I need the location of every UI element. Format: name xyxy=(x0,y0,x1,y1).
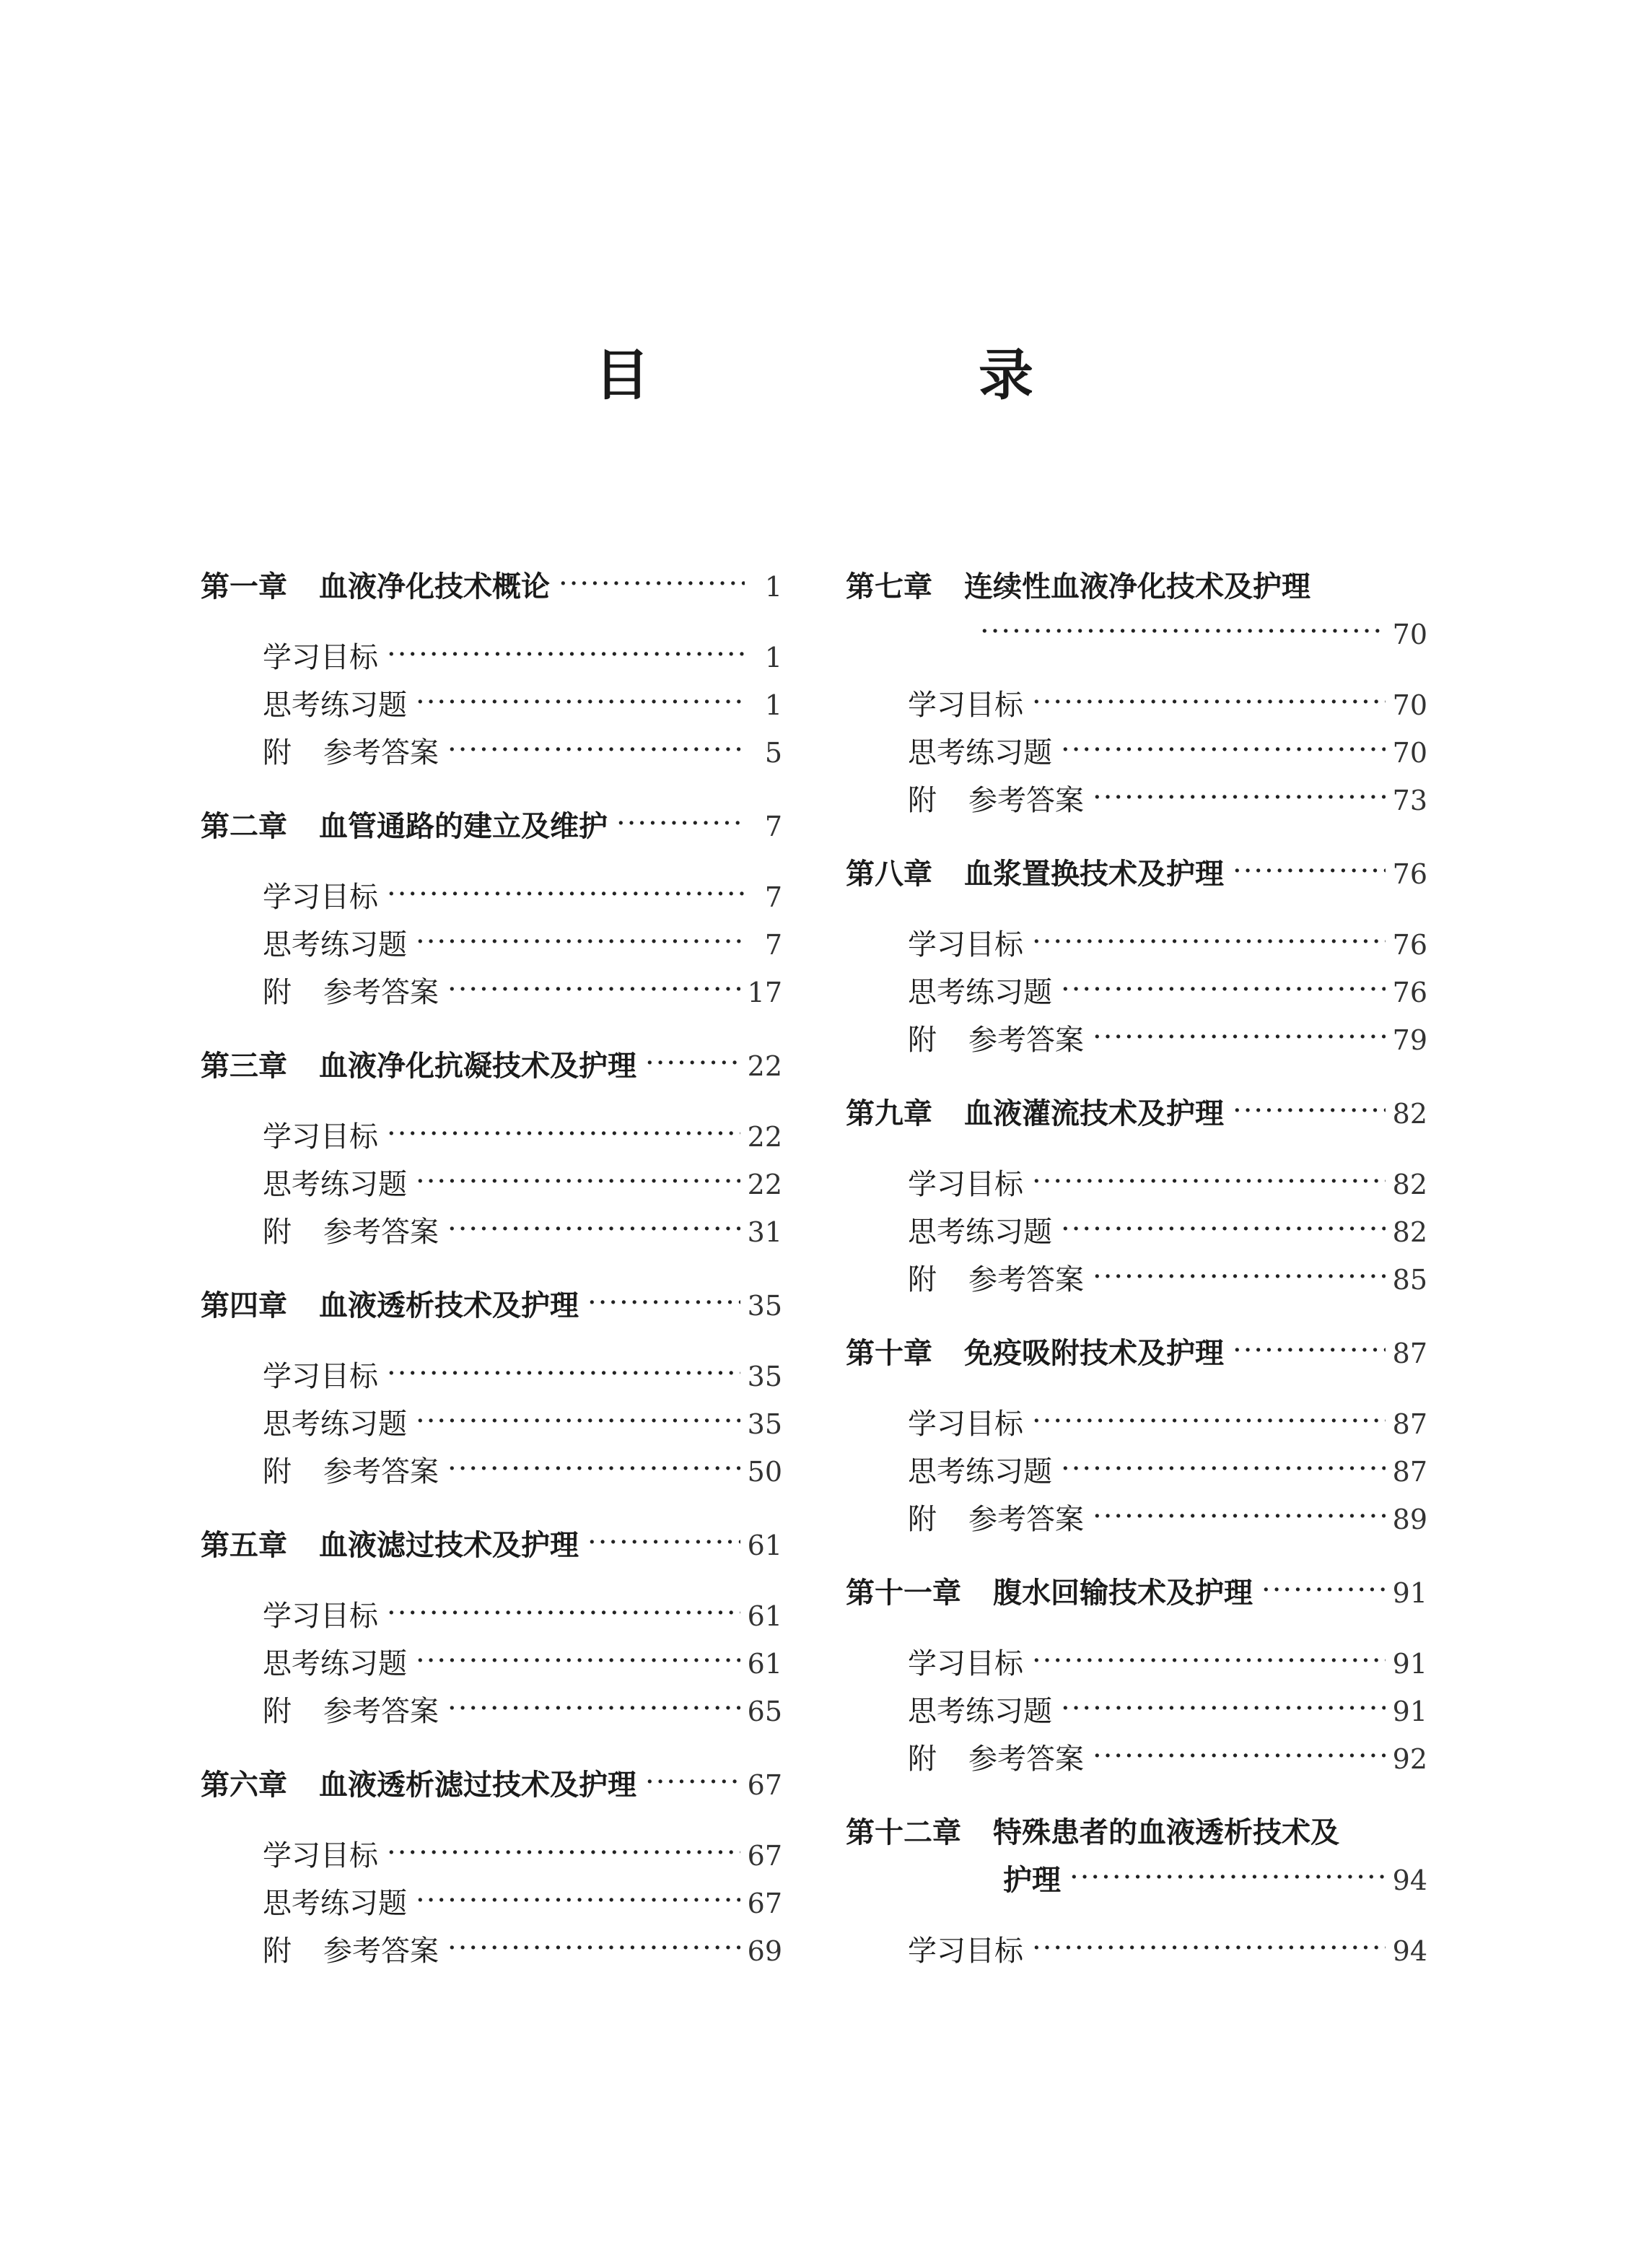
page-number: 91 xyxy=(1392,1648,1427,1680)
dot-leader xyxy=(1233,847,1386,895)
dot-leader xyxy=(387,1350,740,1397)
chapter-title: 血液灌流技术及护理 xyxy=(964,1097,1224,1130)
chapter-heading[interactable] xyxy=(201,803,782,850)
page-number: 79 xyxy=(1392,1024,1427,1056)
dot-leader xyxy=(645,1758,740,1806)
section-title: 参考答案 xyxy=(968,1263,1084,1296)
section-entry[interactable] xyxy=(846,1735,1427,1783)
dot-leader xyxy=(1061,1445,1386,1493)
section-title: 参考答案 xyxy=(323,736,439,769)
page-number: 94 xyxy=(1392,1864,1427,1896)
page-number: 76 xyxy=(1392,929,1427,961)
page-number: 92 xyxy=(1392,1743,1427,1775)
chapter-heading[interactable] xyxy=(846,563,1427,658)
chapter-title: 特殊患者的血液透析技术及 xyxy=(993,1816,1339,1849)
section-title: 学习目标 xyxy=(908,928,1023,961)
dot-leader xyxy=(447,966,740,1013)
dot-leader xyxy=(1061,726,1386,774)
dot-leader xyxy=(447,1445,740,1493)
chapter-number: 第七章 xyxy=(846,570,932,603)
section-title: 学习目标 xyxy=(263,1360,378,1393)
dot-leader xyxy=(416,1637,740,1685)
section-entry[interactable] xyxy=(201,873,782,921)
chapter-entry xyxy=(846,1809,1427,1975)
dot-leader xyxy=(1061,1685,1386,1732)
appendix-marker: 附 xyxy=(908,1743,937,1776)
page-number: 7 xyxy=(764,929,782,961)
page-number: 1 xyxy=(764,642,782,673)
section-entry[interactable] xyxy=(201,729,782,777)
dot-leader xyxy=(387,631,745,679)
chapter-heading[interactable] xyxy=(201,1522,782,1569)
section-entry[interactable] xyxy=(846,729,1427,777)
section-entry[interactable] xyxy=(201,1161,782,1208)
section-title: 思考练习题 xyxy=(263,689,407,722)
chapter-title: 血浆置换技术及护理 xyxy=(964,858,1224,891)
page-number: 87 xyxy=(1392,1456,1427,1488)
chapter-heading[interactable] xyxy=(846,1090,1427,1138)
dot-leader xyxy=(1069,1854,1386,1901)
section-entry[interactable] xyxy=(846,1016,1427,1064)
section-title: 学习目标 xyxy=(263,641,378,674)
chapter-number: 第十二章 xyxy=(846,1816,961,1849)
dot-leader xyxy=(1032,679,1386,726)
page-number: 67 xyxy=(747,1840,782,1872)
section-title: 思考练习题 xyxy=(908,1455,1052,1488)
appendix-marker: 附 xyxy=(908,1263,937,1296)
chapter-entry xyxy=(201,1761,782,1975)
chapter-number: 第三章 xyxy=(201,1050,287,1083)
section-entry[interactable] xyxy=(201,1832,782,1880)
appendix-marker: 附 xyxy=(263,976,292,1009)
dot-leader xyxy=(1093,1013,1386,1061)
page-number: 35 xyxy=(747,1361,782,1392)
appendix-marker: 附 xyxy=(908,1503,937,1536)
section-title: 参考答案 xyxy=(323,1455,439,1488)
dot-leader xyxy=(447,1924,740,1972)
chapter-entry xyxy=(846,1090,1427,1304)
page-number: 31 xyxy=(747,1216,782,1248)
chapter-heading[interactable] xyxy=(846,1330,1427,1377)
chapter-entry xyxy=(201,563,782,777)
dot-leader xyxy=(980,608,1386,655)
page-number: 76 xyxy=(1392,858,1427,890)
chapter-entry xyxy=(201,1522,782,1735)
page-number: 82 xyxy=(1392,1216,1427,1248)
dot-leader xyxy=(416,918,745,966)
section-entry[interactable] xyxy=(846,1448,1427,1496)
page-number: 69 xyxy=(747,1935,782,1967)
dot-leader xyxy=(1093,1253,1386,1301)
page-number: 22 xyxy=(747,1121,782,1153)
section-entry[interactable] xyxy=(846,969,1427,1016)
page-number: 22 xyxy=(747,1169,782,1200)
appendix-marker: 附 xyxy=(908,1024,937,1057)
section-title: 思考练习题 xyxy=(908,976,1052,1009)
section-title: 学习目标 xyxy=(908,689,1023,722)
section-entry[interactable] xyxy=(846,1640,1427,1688)
section-entry[interactable] xyxy=(201,1927,782,1975)
chapter-number: 第二章 xyxy=(201,810,287,843)
chapter-heading[interactable] xyxy=(846,850,1427,898)
dot-leader xyxy=(559,560,745,608)
dot-leader xyxy=(1032,1397,1386,1445)
section-entry[interactable] xyxy=(201,1400,782,1448)
section-entry[interactable] xyxy=(201,1592,782,1640)
chapter-heading[interactable] xyxy=(201,1761,782,1809)
chapter-number: 第十章 xyxy=(846,1337,932,1370)
dot-leader xyxy=(616,800,745,847)
section-title: 思考练习题 xyxy=(263,1647,407,1680)
page-number: 82 xyxy=(1392,1169,1427,1200)
page-number: 70 xyxy=(1392,619,1427,650)
appendix-marker: 附 xyxy=(263,1935,292,1968)
chapter-title: 血液滤过技术及护理 xyxy=(319,1529,579,1562)
dot-leader xyxy=(416,1877,740,1924)
section-entry[interactable] xyxy=(846,777,1427,824)
toc-column-left xyxy=(201,563,782,1975)
chapter-title-continued: 护理 xyxy=(1003,1864,1061,1897)
chapter-number: 第九章 xyxy=(846,1097,932,1130)
dot-leader xyxy=(416,679,745,726)
section-entry[interactable] xyxy=(846,1927,1427,1975)
page-number: 1 xyxy=(764,689,782,721)
page-number: 61 xyxy=(747,1530,782,1561)
page-number: 35 xyxy=(747,1290,782,1322)
chapter-entry xyxy=(201,1282,782,1496)
chapter-heading[interactable] xyxy=(201,1042,782,1090)
section-title: 思考练习题 xyxy=(908,1216,1052,1249)
chapter-number: 第一章 xyxy=(201,570,287,603)
dot-leader xyxy=(1093,1732,1386,1780)
section-title: 学习目标 xyxy=(263,881,378,914)
section-title: 学习目标 xyxy=(263,1120,378,1153)
chapter-title: 血管通路的建立及维护 xyxy=(319,810,608,843)
section-title: 思考练习题 xyxy=(263,1408,407,1441)
chapter-entry xyxy=(846,1569,1427,1783)
page-number: 76 xyxy=(1392,977,1427,1008)
chapter-number: 第八章 xyxy=(846,858,932,891)
chapter-number: 第十一章 xyxy=(846,1576,961,1610)
section-title: 思考练习题 xyxy=(263,928,407,961)
section-entry[interactable] xyxy=(201,1688,782,1735)
page-number: 70 xyxy=(1392,689,1427,721)
chapter-entry xyxy=(846,563,1427,824)
chapter-entry xyxy=(846,1330,1427,1543)
appendix-marker: 附 xyxy=(263,1216,292,1249)
section-title: 参考答案 xyxy=(323,1935,439,1968)
chapter-entry xyxy=(846,850,1427,1064)
dot-leader xyxy=(1093,774,1386,821)
chapter-number: 第五章 xyxy=(201,1529,287,1562)
appendix-marker: 附 xyxy=(908,784,937,817)
page-number: 67 xyxy=(747,1769,782,1801)
page-number: 94 xyxy=(1392,1935,1427,1967)
page-number: 7 xyxy=(764,811,782,842)
section-title: 学习目标 xyxy=(908,1935,1023,1968)
section-title: 思考练习题 xyxy=(263,1168,407,1201)
page-number: 7 xyxy=(764,881,782,913)
page-number: 61 xyxy=(747,1648,782,1680)
section-entry[interactable] xyxy=(846,1208,1427,1256)
section-entry[interactable] xyxy=(201,1113,782,1161)
page-title: 目 录 xyxy=(595,343,1170,407)
dot-leader xyxy=(1233,1087,1386,1135)
page-number: 5 xyxy=(764,737,782,769)
page-number: 87 xyxy=(1392,1408,1427,1440)
section-entry[interactable] xyxy=(201,681,782,729)
section-entry[interactable] xyxy=(201,1640,782,1688)
section-entry[interactable] xyxy=(846,1256,1427,1304)
dot-leader xyxy=(1261,1566,1386,1614)
section-title: 参考答案 xyxy=(968,1503,1084,1536)
dot-leader xyxy=(1233,1327,1386,1374)
appendix-marker: 附 xyxy=(263,1455,292,1488)
section-entry[interactable] xyxy=(846,1400,1427,1448)
toc-column-right xyxy=(846,563,1427,1975)
chapter-number: 第四章 xyxy=(201,1289,287,1322)
page-number: 22 xyxy=(747,1050,782,1082)
dot-leader xyxy=(1061,966,1386,1013)
dot-leader xyxy=(387,1110,740,1158)
dot-leader xyxy=(387,1589,740,1637)
section-entry[interactable] xyxy=(846,921,1427,969)
dot-leader xyxy=(1032,918,1386,966)
chapter-title: 腹水回输技术及护理 xyxy=(993,1576,1253,1610)
appendix-marker: 附 xyxy=(263,736,292,769)
chapter-entry xyxy=(201,803,782,1016)
dot-leader xyxy=(1032,1158,1386,1205)
page-number: 65 xyxy=(747,1696,782,1727)
section-title: 学习目标 xyxy=(263,1600,378,1633)
section-entry[interactable] xyxy=(201,921,782,969)
dot-leader xyxy=(1093,1493,1386,1540)
dot-leader xyxy=(447,726,745,774)
dot-leader xyxy=(1032,1924,1386,1972)
chapter-title: 血液透析技术及护理 xyxy=(319,1289,579,1322)
dot-leader xyxy=(416,1397,740,1445)
page-number: 61 xyxy=(747,1600,782,1632)
section-title: 学习目标 xyxy=(908,1647,1023,1680)
chapter-title: 免疫吸附技术及护理 xyxy=(964,1337,1224,1370)
section-title: 参考答案 xyxy=(968,1024,1084,1057)
dot-leader xyxy=(587,1279,740,1327)
chapter-title: 连续性血液净化技术及护理 xyxy=(964,570,1310,603)
section-title: 学习目标 xyxy=(908,1408,1023,1441)
dot-leader xyxy=(387,871,745,918)
page-number: 17 xyxy=(747,977,782,1008)
page-number: 87 xyxy=(1392,1338,1427,1369)
chapter-heading[interactable] xyxy=(201,563,782,611)
page-number: 70 xyxy=(1392,737,1427,769)
appendix-marker: 附 xyxy=(263,1695,292,1728)
section-entry[interactable] xyxy=(201,969,782,1016)
section-entry[interactable] xyxy=(201,1353,782,1400)
dot-leader xyxy=(387,1829,740,1877)
page-number: 91 xyxy=(1392,1696,1427,1727)
dot-leader xyxy=(447,1685,740,1732)
page-number: 67 xyxy=(747,1888,782,1919)
dot-leader xyxy=(1061,1205,1386,1253)
section-title: 思考练习题 xyxy=(908,736,1052,769)
page-number: 1 xyxy=(764,571,782,603)
section-title: 参考答案 xyxy=(323,1695,439,1728)
chapter-title: 血液净化技术概论 xyxy=(319,570,550,603)
section-entry[interactable] xyxy=(846,1496,1427,1543)
section-entry[interactable] xyxy=(201,1448,782,1496)
chapter-title: 血液净化抗凝技术及护理 xyxy=(319,1050,636,1083)
section-title: 思考练习题 xyxy=(263,1887,407,1920)
page-number: 50 xyxy=(747,1456,782,1488)
page-number: 89 xyxy=(1392,1504,1427,1535)
section-entry[interactable] xyxy=(201,1208,782,1256)
chapter-heading[interactable] xyxy=(846,1809,1427,1904)
section-title: 参考答案 xyxy=(323,976,439,1009)
page-number: 85 xyxy=(1392,1264,1427,1296)
dot-leader xyxy=(587,1519,740,1566)
section-entry[interactable] xyxy=(201,634,782,681)
chapter-number: 第六章 xyxy=(201,1768,287,1802)
dot-leader xyxy=(1032,1637,1386,1685)
section-entry[interactable] xyxy=(201,1880,782,1927)
section-entry[interactable] xyxy=(846,1161,1427,1208)
section-title: 参考答案 xyxy=(968,784,1084,817)
section-title: 参考答案 xyxy=(323,1216,439,1249)
section-title: 学习目标 xyxy=(908,1168,1023,1201)
page-number: 35 xyxy=(747,1408,782,1440)
chapter-heading[interactable] xyxy=(201,1282,782,1330)
section-title: 思考练习题 xyxy=(908,1695,1052,1728)
page-number: 91 xyxy=(1392,1577,1427,1609)
chapter-title: 血液透析滤过技术及护理 xyxy=(319,1768,636,1802)
chapter-heading[interactable] xyxy=(846,1569,1427,1617)
page-number: 73 xyxy=(1392,785,1427,816)
dot-leader xyxy=(447,1205,740,1253)
section-title: 参考答案 xyxy=(968,1743,1084,1776)
section-entry[interactable] xyxy=(846,681,1427,729)
section-title: 学习目标 xyxy=(263,1839,378,1872)
section-entry[interactable] xyxy=(846,1688,1427,1735)
dot-leader xyxy=(645,1039,740,1087)
chapter-entry xyxy=(201,1042,782,1256)
dot-leader xyxy=(416,1158,740,1205)
page-number: 82 xyxy=(1392,1098,1427,1130)
